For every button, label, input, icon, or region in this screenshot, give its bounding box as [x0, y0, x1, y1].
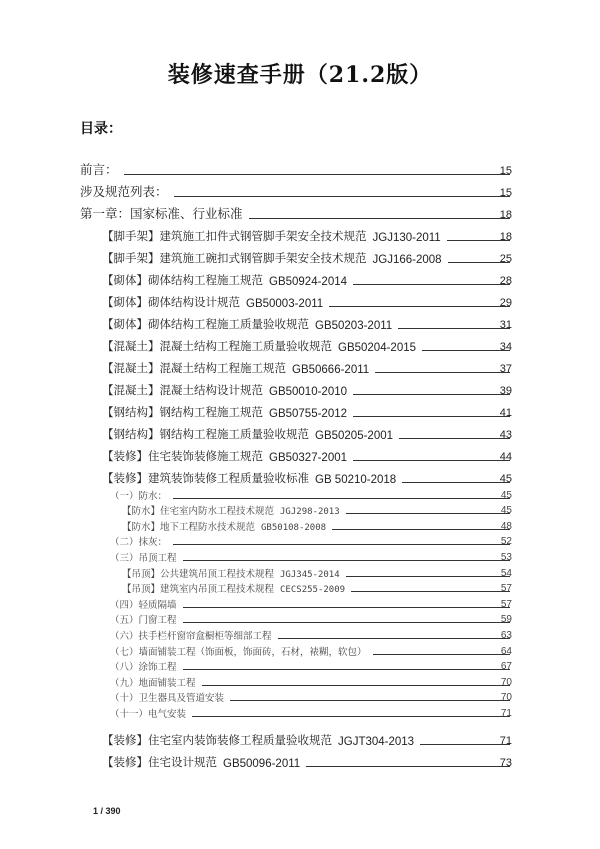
toc-entry-page: 59: [500, 614, 512, 626]
toc-entry-code: GB50096-2011: [223, 757, 301, 770]
toc-entry-title: 【砌体】砌体结构设计规范: [102, 295, 240, 309]
toc-leader-line: [173, 544, 510, 545]
toc-leader-line: [346, 576, 510, 577]
toc-entry-code: GB50755-2012: [269, 408, 348, 420]
toc-entry[interactable]: [0, 580, 600, 596]
toc-entry-page: 18: [499, 231, 512, 243]
toc-entry-title: （五）门窗工程: [110, 615, 177, 627]
toc-entry-title: 【砌体】砌体结构工程施工规范: [102, 273, 263, 287]
toc-entry-title: 【混凝土】混凝土结构设计规范: [102, 383, 263, 397]
toc-entry-title: （一）防水：: [110, 490, 168, 502]
toc-leader-line: [278, 638, 510, 639]
toc-entry[interactable]: [0, 673, 600, 689]
toc-entry-page: 29: [499, 297, 512, 309]
toc-entry-page: 31: [499, 319, 512, 331]
toc-entry-title: 【砌体】砌体结构工程施工质量验收规范: [102, 317, 309, 331]
toc-leader-line: [306, 766, 510, 767]
toc-leader-line: [192, 716, 510, 717]
toc-entry-code: JGJT304-2013: [338, 735, 415, 748]
toc-entry-code: GB50924-2014: [269, 276, 348, 288]
toc-entry-title: （七）墙面铺装工程（饰面板，饰面砖，石材，裱糊，软包）: [110, 646, 367, 658]
toc-entry[interactable]: [0, 486, 600, 502]
toc-entry-title: 【脚手架】建筑施工碗扣式钢管脚手架安全技术规范: [102, 251, 367, 265]
toc-entry[interactable]: [0, 595, 600, 611]
page-indicator: 1 / 390: [93, 806, 121, 816]
toc-entry-page: 57: [500, 583, 512, 595]
toc-entry[interactable]: [0, 548, 600, 564]
toc-entry-page: 45: [500, 505, 512, 517]
toc-entry[interactable]: [0, 332, 600, 354]
toc-entry-title: 涉及规范列表：: [80, 184, 168, 199]
toc-entry-page: 52: [500, 536, 512, 548]
toc-entry-code: JGJ166-2008: [372, 254, 442, 266]
toc-entry-page: 18: [499, 209, 512, 221]
toc-entry-page: 37: [499, 363, 512, 375]
toc-entry-title: 【吊顶】公共建筑吊顶工程技术规程: [122, 568, 275, 580]
toc-entry-title: 【钢结构】钢结构工程施工质量验收规范: [102, 427, 309, 441]
toc-leader-line: [402, 482, 510, 483]
toc-leader-line: [183, 607, 510, 608]
toc-entry-page: 71: [500, 707, 512, 719]
toc-entry[interactable]: [0, 626, 600, 642]
toc-leader-line: [202, 685, 510, 686]
toc-entry-title: 【防水】住宅室内防水工程技术规范: [122, 506, 275, 518]
toc-leader-line: [373, 654, 510, 655]
toc-entry-title: （八）涂饰工程: [110, 662, 177, 674]
toc-leader-line: [399, 438, 510, 439]
toc-leader-line: [422, 350, 510, 351]
toc-entry[interactable]: [0, 376, 600, 398]
toc-entry-title: （十）卫生器具及管道安装: [110, 693, 225, 705]
toc-entry-title: 【防水】地下工程防水技术规范: [122, 521, 256, 533]
toc-entry-title: 前言：: [80, 162, 118, 177]
toc-entry-title: （十一）电气安装: [110, 708, 187, 720]
toc-entry[interactable]: [0, 502, 600, 518]
toc-entry-page: 43: [499, 429, 512, 441]
toc-leader-line: [230, 700, 510, 701]
toc-entry[interactable]: [0, 288, 600, 310]
toc-leader-line: [351, 591, 510, 592]
toc-entry[interactable]: [0, 398, 600, 420]
toc-entry[interactable]: [0, 658, 600, 674]
toc-entry[interactable]: [0, 689, 600, 705]
toc-entry-title: 【脚手架】建筑施工扣件式钢管脚手架安全技术规范: [102, 229, 367, 243]
toc-entry[interactable]: [0, 748, 600, 770]
toc-entry-page: 48: [500, 520, 512, 532]
toc-entry-page: 41: [499, 407, 512, 419]
toc-entry-page: 25: [499, 253, 512, 265]
toc-entry-page: 63: [500, 629, 512, 641]
toc-entry[interactable]: [0, 420, 600, 442]
toc-entry-code: GB 50210-2018: [315, 474, 397, 486]
toc-heading: 目录：: [80, 121, 122, 137]
toc-entry-code: GB50204-2015: [338, 342, 417, 354]
toc-entry-page: 57: [500, 598, 512, 610]
toc-entry[interactable]: [0, 178, 600, 200]
toc-entry-title: （九）地面铺装工程: [110, 677, 196, 689]
toc-entry[interactable]: [0, 564, 600, 580]
toc-entry-title: （六）扶手栏杆窗帘盒橱柜等细部工程: [110, 630, 272, 642]
toc-entry-page: 28: [499, 275, 512, 287]
toc-entry-code: GB50108-2008: [261, 522, 327, 533]
toc-entry-page: 15: [499, 187, 512, 199]
toc-leader-line: [375, 372, 510, 373]
toc-entry-title: （四）轻质隔墙: [110, 599, 177, 611]
toc-entry-code: CECS255-2009: [280, 585, 346, 596]
toc-leader-line: [183, 560, 510, 561]
toc-entry[interactable]: [0, 726, 600, 748]
toc-entry-page: 70: [500, 676, 512, 688]
toc-leader-line: [353, 416, 510, 417]
table-of-contents: [0, 156, 600, 770]
toc-entry-title: 【装修】住宅设计规范: [102, 754, 217, 769]
toc-entry-title: （二）抹灰：: [110, 537, 168, 549]
toc-entry-title: 【装修】建筑装饰装修工程质量验收标准: [102, 471, 309, 485]
toc-leader-line: [183, 622, 510, 623]
toc-entry-code: JGJ298-2013: [280, 507, 340, 518]
toc-entry[interactable]: [0, 156, 600, 178]
toc-leader-line: [173, 498, 510, 499]
toc-entry-title: 【吊顶】建筑室内吊顶工程技术规程: [122, 584, 275, 596]
toc-entry[interactable]: [0, 354, 600, 376]
toc-entry-page: 53: [500, 551, 512, 563]
toc-entry-page: 45: [500, 489, 512, 501]
toc-entry-page: 44: [499, 451, 512, 463]
toc-entry[interactable]: [0, 611, 600, 627]
toc-entry[interactable]: [0, 704, 600, 720]
toc-leader-line: [332, 529, 510, 530]
toc-entry-title: （三）吊顶工程: [110, 552, 177, 564]
toc-entry[interactable]: [0, 200, 600, 222]
toc-entry[interactable]: [0, 464, 600, 486]
toc-entry-page: 71: [499, 734, 512, 747]
toc-entry[interactable]: [0, 222, 600, 244]
toc-entry-code: GB50003-2011: [246, 298, 324, 310]
toc-entry-title: 第一章：国家标准、行业标准: [80, 206, 243, 221]
toc-entry[interactable]: [0, 310, 600, 332]
toc-entry-code: GB50666-2011: [292, 364, 370, 376]
toc-entry-title: 【混凝土】混凝土结构工程施工质量验收规范: [102, 339, 332, 353]
toc-entry[interactable]: [0, 642, 600, 658]
toc-entry-title: 【装修】住宅装饰装修施工规范: [102, 449, 263, 463]
toc-entry-code: JGJ345-2014: [280, 569, 340, 580]
toc-entry[interactable]: [0, 533, 600, 549]
toc-entry[interactable]: [0, 442, 600, 464]
toc-entry-page: 45: [499, 473, 512, 485]
toc-entry-title: 【钢结构】钢结构工程施工规范: [102, 405, 263, 419]
toc-leader-line: [346, 513, 510, 514]
toc-entry-page: 73: [499, 756, 512, 769]
toc-entry-page: 54: [500, 567, 512, 579]
toc-entry-page: 67: [500, 661, 512, 673]
toc-leader-line: [353, 394, 510, 395]
toc-entry[interactable]: [0, 517, 600, 533]
document-title: 装修速查手册（21.2版）: [167, 62, 433, 88]
toc-entry-code: JGJ130-2011: [372, 232, 441, 244]
toc-entry-page: 64: [500, 645, 512, 657]
toc-leader-line: [174, 196, 510, 197]
toc-leader-line: [353, 460, 510, 461]
toc-entry-page: 39: [499, 385, 512, 397]
toc-entry-page: 15: [499, 165, 512, 177]
toc-leader-line: [398, 328, 510, 329]
toc-entry-title: 【混凝土】混凝土结构工程施工规范: [102, 361, 286, 375]
toc-leader-line: [329, 306, 510, 307]
toc-leader-line: [420, 744, 510, 745]
toc-leader-line: [124, 174, 510, 175]
toc-entry[interactable]: [0, 244, 600, 266]
toc-leader-line: [249, 218, 510, 219]
toc-entry-code: GB50327-2001: [269, 452, 348, 464]
toc-entry-code: GB50205-2001: [315, 430, 394, 442]
toc-entry-title: 【装修】住宅室内装饰装修工程质量验收规范: [102, 732, 332, 747]
toc-leader-line: [183, 669, 510, 670]
toc-entry-page: 34: [499, 341, 512, 353]
toc-leader-line: [353, 284, 510, 285]
toc-entry-code: GB50010-2010: [269, 386, 348, 398]
toc-entry[interactable]: [0, 266, 600, 288]
toc-entry-page: 70: [500, 692, 512, 704]
toc-entry-code: GB50203-2011: [315, 320, 393, 332]
